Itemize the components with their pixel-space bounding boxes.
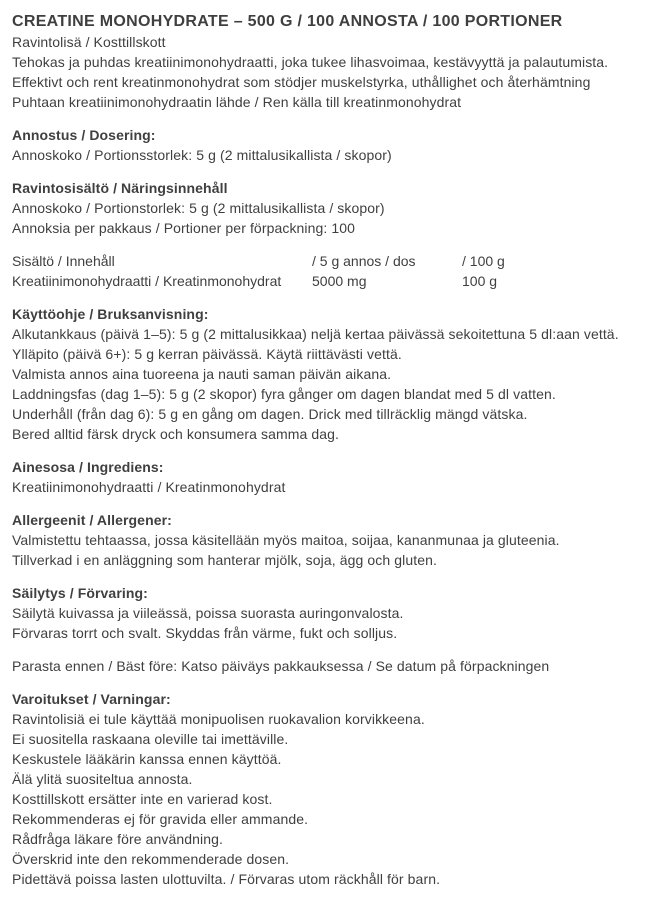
- description-line-sv: Effektivt och rent kreatinmonohydrat som stödjer muskelstyrka, uthållighet och återhämtning: [12, 74, 591, 90]
- best-before-section: [12, 656, 649, 676]
- ingredients-section: [12, 457, 649, 497]
- warnings-section: [12, 689, 649, 889]
- ingredients-heading: Ainesosa / Ingrediens:: [12, 459, 164, 475]
- source-line: Puhtaan kreatiinimonohydraatin lähde / Ren källa till kreatinmonohydrat: [12, 94, 462, 110]
- warning-line: Älä ylitä suositeltua annosta.: [12, 771, 193, 787]
- allergens-line-sv: Tillverkad i en anläggning som hanterar mjölk, soja, ägg och gluten.: [12, 552, 437, 568]
- product-title: CREATINE MONOHYDRATE – 500 G / 100 ANNOSTA / 100 PORTIONER: [12, 13, 563, 30]
- table-cell-per-serving: 5000 mg: [312, 273, 367, 289]
- storage-section: [12, 583, 649, 643]
- table-cell-per-100g: 100 g: [462, 273, 498, 289]
- warning-line: Ravintolisiä ei tule käyttää monipuolisen ruokavalion korvikkeena.: [12, 711, 425, 727]
- table-header-per-100g: / 100 g: [462, 253, 505, 269]
- allergens-section: [12, 510, 649, 570]
- warnings-heading: Varoitukset / Varningar:: [12, 691, 171, 707]
- storage-heading: Säilytys / Förvaring:: [12, 585, 148, 601]
- warning-line: Överskrid inte den rekommenderade dosen.: [12, 851, 290, 867]
- directions-section: [12, 304, 649, 444]
- warning-line: Rekommenderas ej för gravida eller ammande.: [12, 811, 309, 827]
- table-header-row: [12, 251, 649, 271]
- warning-line: Ei suositella raskaana oleville tai imettäville.: [12, 731, 289, 747]
- allergens-line-fi: Valmistettu tehtaassa, jossa käsitellään myös maitoa, soijaa, kananmunaa ja gluteenia.: [12, 532, 560, 548]
- directions-line: Underhåll (från dag 6): 5 g en gång om dagen. Drick med tillräcklig mängd vätska.: [12, 406, 528, 422]
- directions-line: Valmista annos aina tuoreena ja nauti saman päivän aikana.: [12, 366, 392, 382]
- warning-line: Pidettävä poissa lasten ulottuvilta. / Förvaras utom räckhåll för barn.: [12, 871, 441, 887]
- nutrition-servings-per-pack-line: Annoksia per pakkaus / Portioner per förpackning: 100: [12, 220, 356, 236]
- warning-line: Rådfråga läkare före användning.: [12, 831, 224, 847]
- allergens-heading: Allergeenit / Allergener:: [12, 512, 172, 528]
- nutrition-section: [12, 178, 649, 238]
- storage-line-fi: Säilytä kuivassa ja viileässä, poissa suorasta auringonvalosta.: [12, 605, 404, 621]
- directions-line: Bered alltid färsk dryck och konsumera samma dag.: [12, 426, 340, 442]
- directions-line: Laddningsfas (dag 1–5): 5 g (2 skopor) fyra gånger om dagen blandat med 5 dl vatten.: [12, 386, 556, 402]
- storage-line-sv: Förvaras torrt och svalt. Skyddas från värme, fukt och solljus.: [12, 625, 398, 641]
- dosing-line: Annoskoko / Portionsstorlek: 5 g (2 mittalusikallista / skopor): [12, 147, 392, 163]
- directions-line: Ylläpito (päivä 6+): 5 g kerran päivässä. Käytä riittävästi vettä.: [12, 346, 402, 362]
- table-cell-ingredient: Kreatiinimonohydraatti / Kreatinmonohydrat: [12, 273, 282, 289]
- nutrition-heading: Ravintosisältö / Näringsinnehåll: [12, 180, 228, 196]
- table-header-per-serving: / 5 g annos / dos: [312, 253, 416, 269]
- ingredients-line: Kreatiinimonohydraatti / Kreatinmonohydrat: [12, 479, 286, 495]
- directions-heading: Käyttöohje / Bruksanvisning:: [12, 306, 209, 322]
- best-before-line: Parasta ennen / Bäst före: Katso päiväys pakkauksessa / Se datum på förpackningen: [12, 658, 550, 674]
- nutrition-serving-size-line: Annoskoko / Portionstorlek: 5 g (2 mittalusikallista / skopor): [12, 200, 385, 216]
- table-header-content: Sisältö / Innehåll: [12, 253, 115, 269]
- intro-section: [12, 12, 649, 112]
- product-type-line: Ravintolisä / Kosttillskott: [12, 34, 166, 50]
- dosing-heading: Annostus / Dosering:: [12, 127, 156, 143]
- warning-line: Keskustele lääkärin kanssa ennen käyttöä.: [12, 751, 282, 767]
- description-line-fi: Tehokas ja puhdas kreatiinimonohydraatti, joka tukee lihasvoimaa, kestävyyttä ja palautumista.: [12, 54, 609, 70]
- table-row: [12, 271, 649, 291]
- dosing-section: [12, 125, 649, 165]
- directions-line: Alkutankkaus (päivä 1–5): 5 g (2 mittalusikkaa) neljä kertaa päivässä sekoitettuna 5 dl:aan vettä.: [12, 326, 619, 342]
- nutrition-table: [12, 251, 649, 291]
- warning-line: Kosttillskott ersätter inte en varierad kost.: [12, 791, 273, 807]
